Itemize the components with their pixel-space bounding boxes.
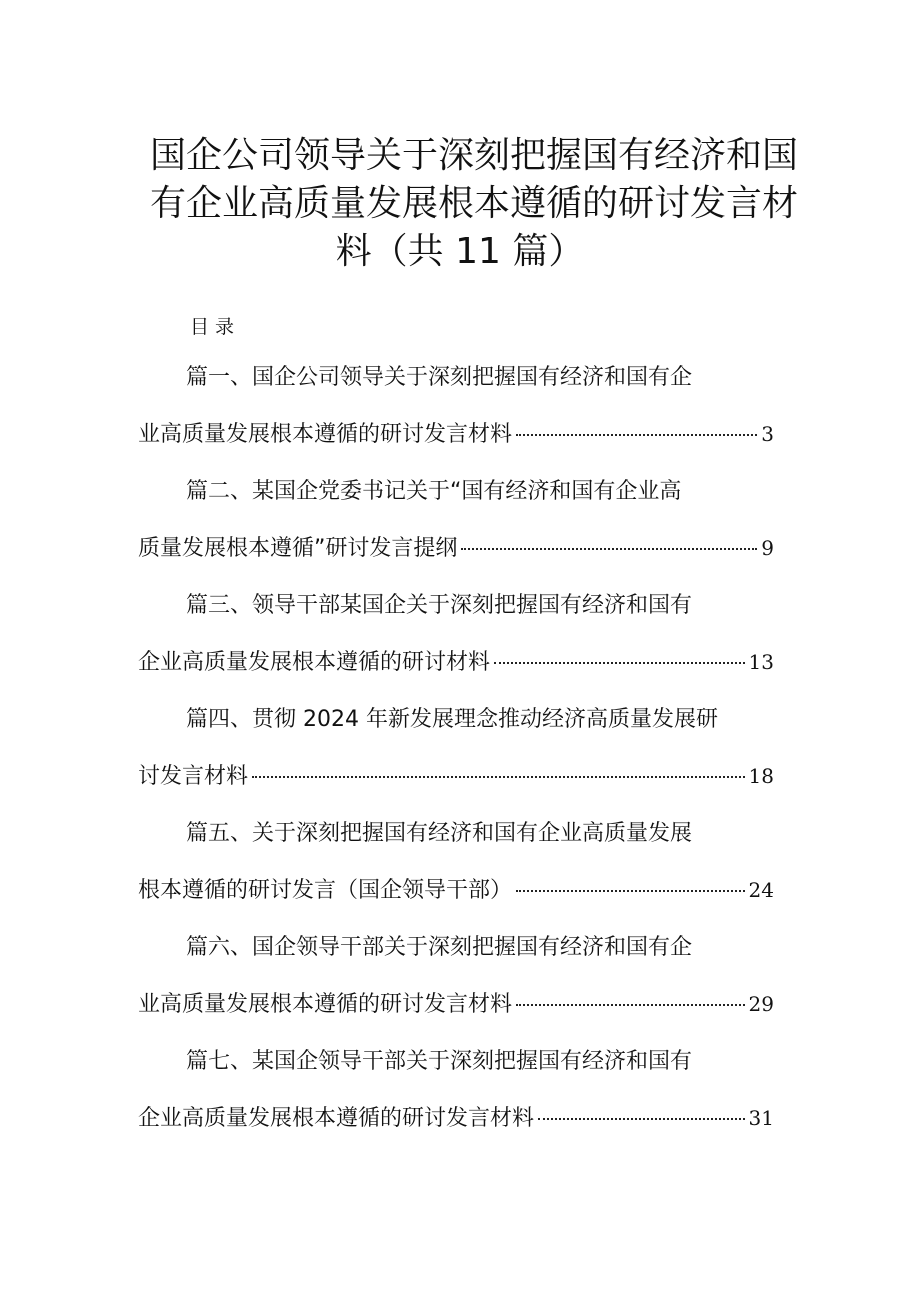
toc-entry-title-line-1: 篇七、某国企领导干部关于深刻把握国有经济和国有 <box>186 1049 693 1074</box>
toc-page-number: 18 <box>748 764 774 788</box>
toc-entry-title-line-1: 篇五、关于深刻把握国有经济和国有企业高质量发展 <box>186 821 693 846</box>
toc-entry-title-line-2 <box>138 756 774 796</box>
toc-entry-title-line-2 <box>138 870 774 910</box>
toc-entry-title-line-1: 篇二、某国企党委书记关于“国有经济和国有企业高 <box>186 479 682 504</box>
dot-leader <box>516 1004 745 1006</box>
toc-entry-title-line-1: 篇六、国企领导干部关于深刻把握国有经济和国有企 <box>186 935 693 960</box>
toc-page-number: 24 <box>748 878 774 902</box>
toc-entry[interactable] <box>138 700 774 796</box>
dot-leader <box>461 548 757 550</box>
toc-entry-title-line-2 <box>138 1098 774 1138</box>
dot-leader <box>494 662 745 664</box>
toc-entry-title-line-1: 篇一、国企公司领导关于深刻把握国有经济和国有企 <box>186 365 693 390</box>
dot-leader <box>516 890 745 892</box>
dot-leader <box>252 776 745 778</box>
toc-entry[interactable] <box>138 1042 774 1138</box>
toc-entry-title-line-2 <box>138 528 774 568</box>
toc-page-number: 3 <box>761 422 774 446</box>
toc-entry-title-line-1: 篇三、领导干部某国企关于深刻把握国有经济和国有 <box>186 593 693 618</box>
title-line-2: 有企业高质量发展根本遵循的研讨发言材 <box>150 183 799 224</box>
toc-entry[interactable] <box>138 358 774 454</box>
toc-page-number: 9 <box>761 536 774 560</box>
toc-entry-title-line-2 <box>138 642 774 682</box>
toc-entry-title-line-1: 篇四、贯彻 2024 年新发展理念推动经济高质量发展研 <box>186 707 718 732</box>
toc-page-number: 31 <box>748 1106 774 1130</box>
title-line-1: 国企公司领导关于深刻把握国有经济和国 <box>150 135 799 176</box>
toc-entry-title-continuation: 根本遵循的研讨发言（国企领导干部） <box>138 878 513 903</box>
document-title <box>150 132 799 276</box>
toc-entry-title-continuation: 讨发言材料 <box>138 764 249 789</box>
toc-entry-title-continuation: 业高质量发展根本遵循的研讨发言材料 <box>138 992 513 1017</box>
toc-heading: 目录 <box>190 316 241 338</box>
dot-leader <box>516 434 757 436</box>
dot-leader <box>538 1118 745 1120</box>
toc-entry-title-continuation: 质量发展根本遵循”研讨发言提纲 <box>138 536 458 561</box>
title-line-3: 料（共 11 篇） <box>335 231 585 272</box>
toc-entry-title-continuation: 企业高质量发展根本遵循的研讨发言材料 <box>138 1106 535 1131</box>
toc-entry[interactable] <box>138 814 774 910</box>
toc-entry-title-continuation: 业高质量发展根本遵循的研讨发言材料 <box>138 422 513 447</box>
toc-entry[interactable] <box>138 586 774 682</box>
toc-entry[interactable] <box>138 472 774 568</box>
toc-page-number: 13 <box>748 650 774 674</box>
toc-entry-title-line-2 <box>138 984 774 1024</box>
toc-entry[interactable] <box>138 928 774 1024</box>
toc-page-number: 29 <box>748 992 774 1016</box>
toc-entry-title-line-2 <box>138 414 774 454</box>
toc-entry-title-continuation: 企业高质量发展根本遵循的研讨材料 <box>138 650 491 675</box>
